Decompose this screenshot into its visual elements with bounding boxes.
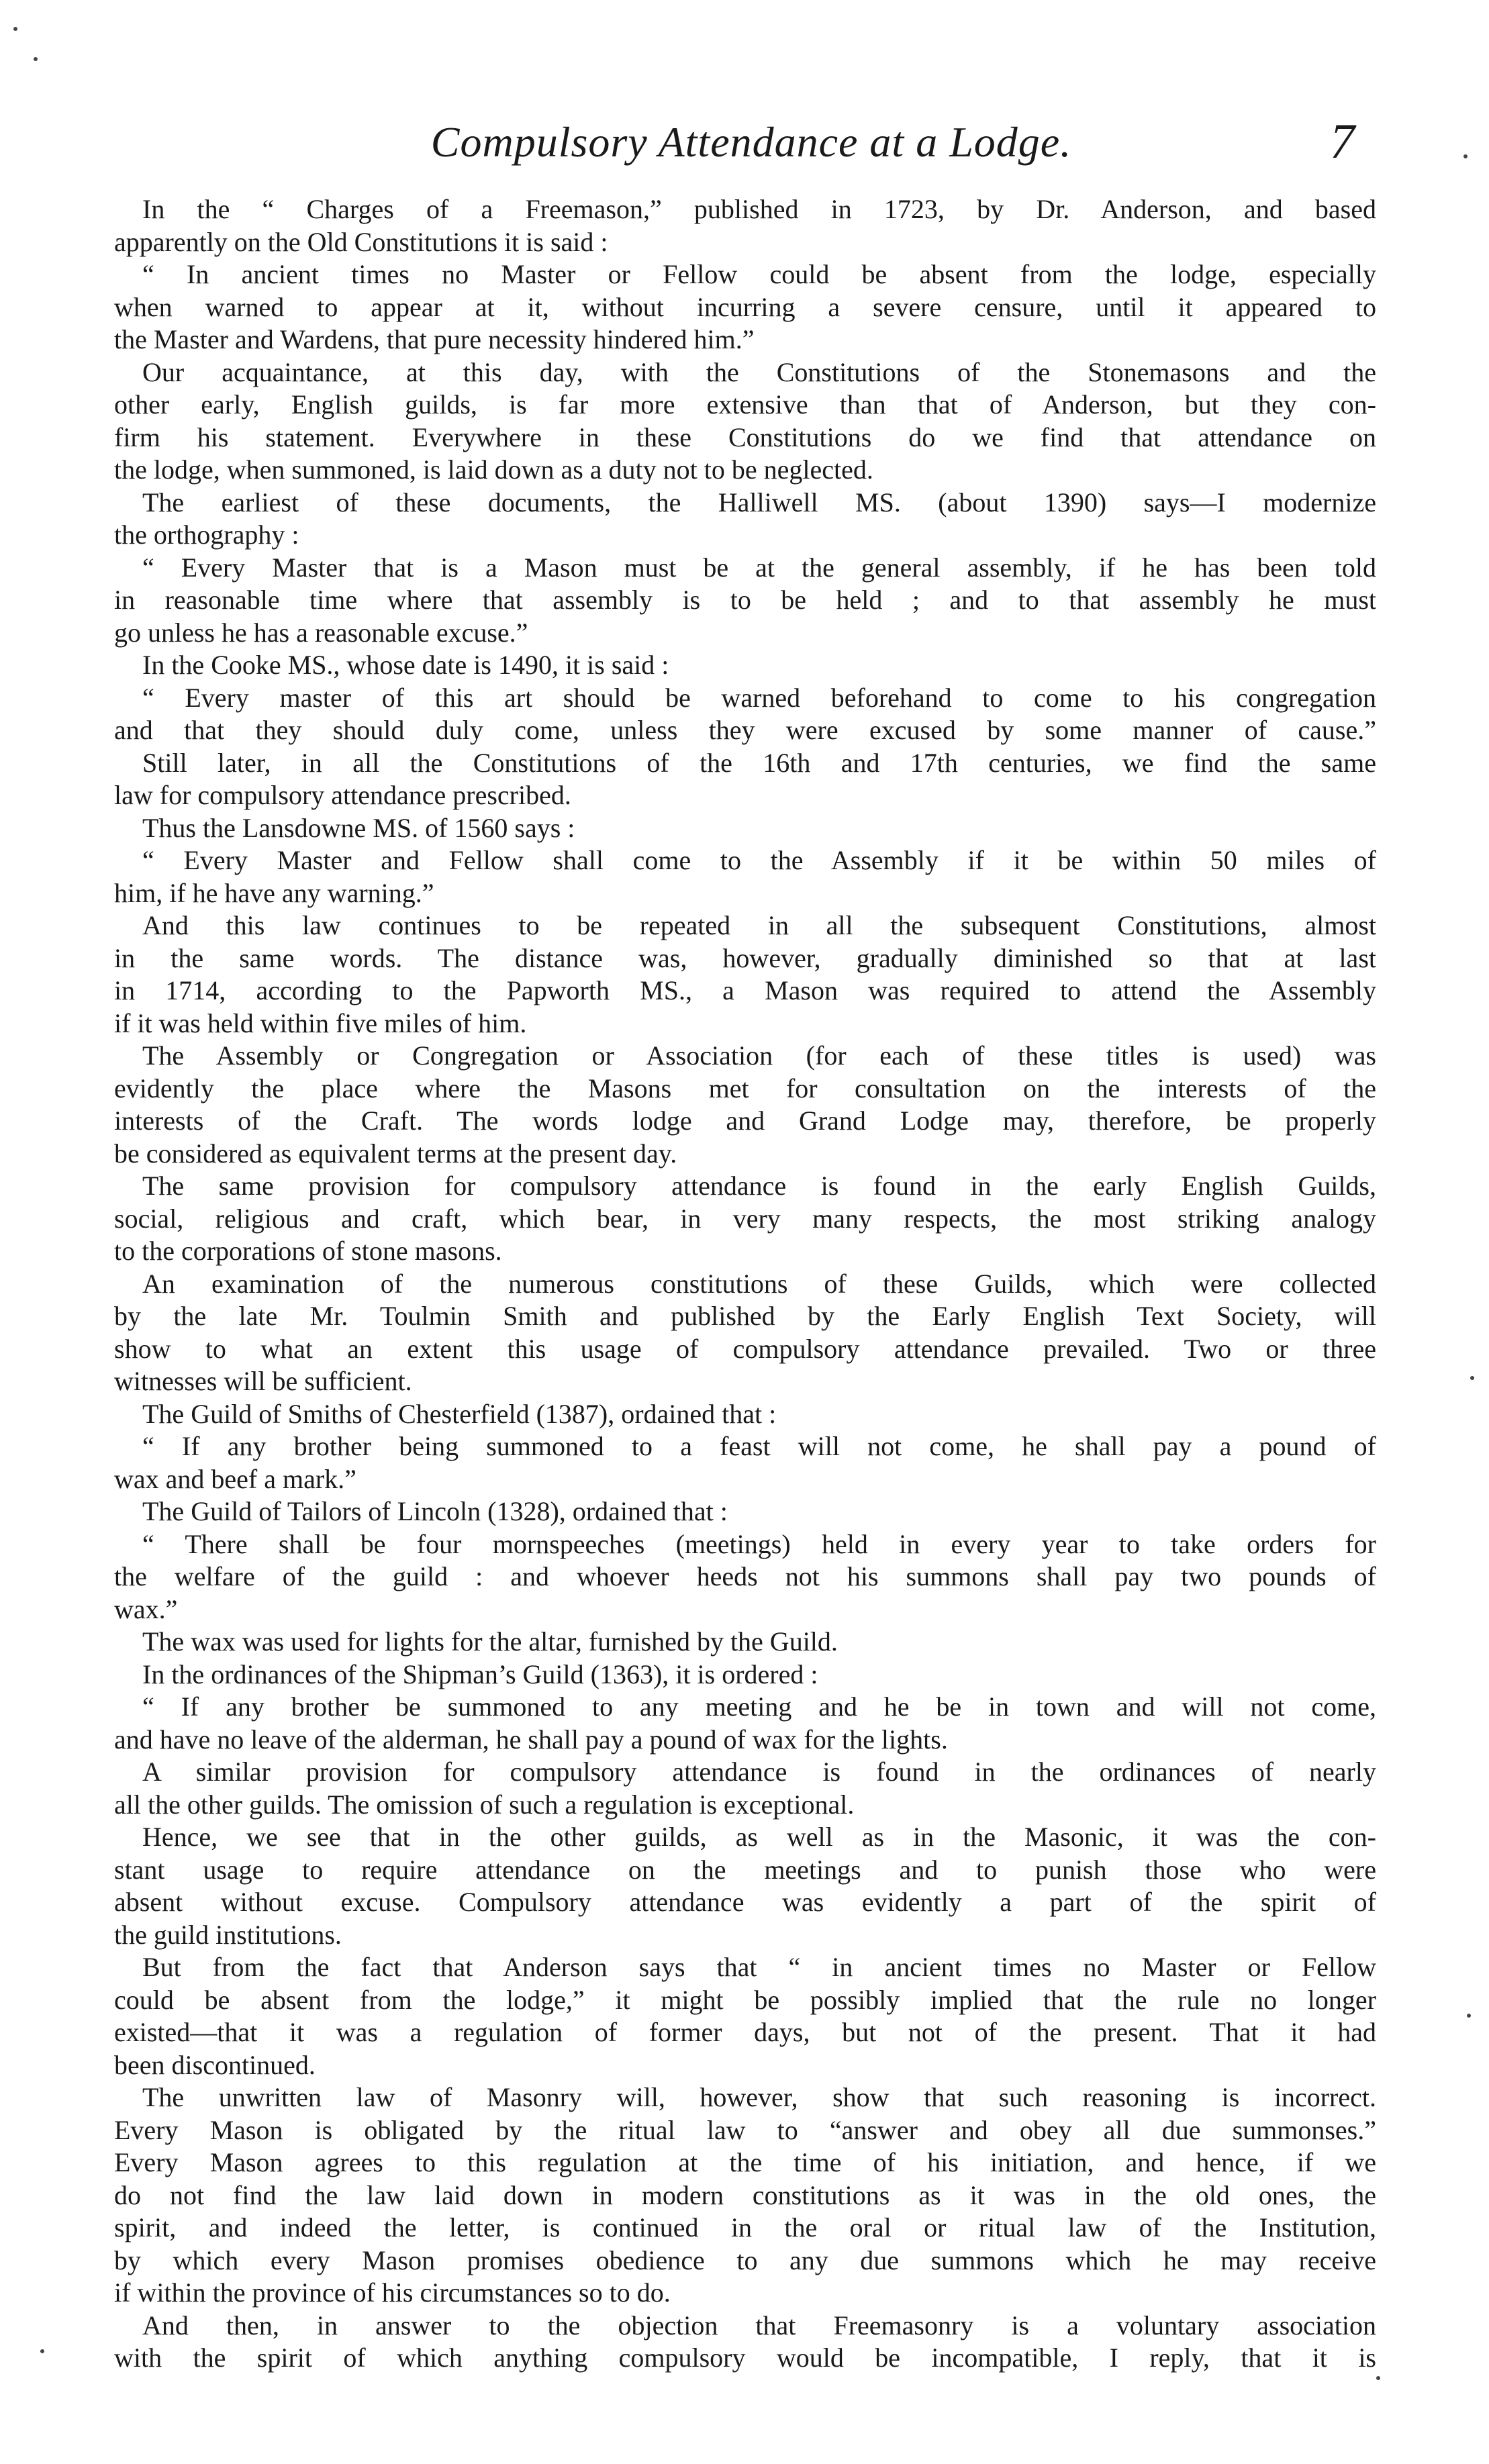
text-line: The Guild of Smiths of Chesterfield (1387), ordained that : bbox=[142, 1398, 777, 1429]
text-line: to the corporations of stone masons. bbox=[114, 1236, 502, 1266]
text-line: law for compulsory attendance prescribed. bbox=[114, 780, 571, 810]
page-header bbox=[107, 114, 1395, 178]
text-line: all the other guilds. The omission of such a regulation is exceptional. bbox=[114, 1789, 855, 1820]
text-line: The Assembly or Congregation or Association (for each of these titles is used) was bbox=[142, 1040, 1376, 1071]
text-line: other early, English guilds, is far more extensive than that of Anderson, but they con- bbox=[114, 389, 1376, 420]
text-line: in 1714, according to the Papworth MS., a Mason was required to attend the Assembly bbox=[114, 975, 1376, 1005]
scan-speck bbox=[1376, 2376, 1380, 2380]
scan-speck bbox=[1467, 2014, 1471, 2018]
text-line: be considered as equivalent terms at the present day. bbox=[114, 1138, 677, 1169]
running-title: Compulsory Attendance at a Lodge. bbox=[430, 118, 1072, 166]
text-line: wax and beef a mark.” bbox=[114, 1463, 356, 1494]
text-line: by the late Mr. Toulmin Smith and published by the Early English Text Society, will bbox=[114, 1301, 1376, 1331]
text-line: the Master and Wardens, that pure necessity hindered him.” bbox=[114, 324, 755, 354]
text-line: Still later, in all the Constitutions of the 16th and 17th centuries, we find the same bbox=[142, 747, 1376, 778]
text-line: “ In ancient times no Master or Fellow could be absent from the lodge, especially bbox=[142, 259, 1376, 289]
text-line: the lodge, when summoned, is laid down as a duty not to be neglected. bbox=[114, 454, 873, 485]
text-line: The same provision for compulsory attendance is found in the early English Guilds, bbox=[142, 1171, 1376, 1201]
text-line: “ If any brother be summoned to any meeting and he be in town and will not come, bbox=[142, 1691, 1376, 1722]
text-line: Our acquaintance, at this day, with the Constitutions of the Stonemasons and the bbox=[142, 356, 1376, 387]
text-line: and have no leave of the alderman, he shall pay a pound of wax for the lights. bbox=[114, 1724, 948, 1755]
text-line: with the spirit of which anything compulsory would be incompatible, I reply, that it is bbox=[114, 2343, 1376, 2373]
text-line: stant usage to require attendance on the meetings and to punish those who were bbox=[114, 1854, 1376, 1885]
scan-speck bbox=[13, 27, 17, 31]
text-line: The earliest of these documents, the Halliwell MS. (about 1390) says—I modernize bbox=[142, 487, 1376, 518]
text-line: “ Every Master and Fellow shall come to the Assembly if it be within 50 miles of bbox=[142, 845, 1376, 875]
text-line: apparently on the Old Constitutions it is said : bbox=[114, 226, 608, 257]
text-line: And this law continues to be repeated in all the subsequent Constitutions, almost bbox=[142, 910, 1376, 940]
text-line: “ There shall be four mornspeeches (meetings) held in every year to take orders for bbox=[142, 1528, 1376, 1559]
text-line: and that they should duly come, unless they were excused by some manner of cause.” bbox=[114, 715, 1376, 745]
text-line: Hence, we see that in the other guilds, as well as in the Masonic, it was the con- bbox=[142, 1822, 1376, 1852]
text-line: show to what an extent this usage of compulsory attendance prevailed. Two or three bbox=[114, 1333, 1376, 1364]
text-line: The wax was used for lights for the altar, furnished by the Guild. bbox=[142, 1626, 838, 1657]
text-line: “ Every Master that is a Mason must be at the general assembly, if he has been told bbox=[142, 552, 1376, 583]
text-line: interests of the Craft. The words lodge and Grand Lodge may, therefore, be properly bbox=[114, 1105, 1376, 1136]
text-line: could be absent from the lodge,” it might be possibly implied that the rule no longer bbox=[114, 1984, 1376, 2015]
text-line: And then, in answer to the objection that Freemasonry is a voluntary association bbox=[142, 2310, 1376, 2340]
text-line: “ Every master of this art should be warned beforehand to come to his congregation bbox=[142, 682, 1376, 713]
text-line: when warned to appear at it, without incurring a severe censure, until it appeared to bbox=[114, 291, 1376, 322]
text-line: evidently the place where the Masons met for consultation on the interests of the bbox=[114, 1073, 1376, 1103]
text-line: wax.” bbox=[114, 1593, 178, 1624]
text-line: been discontinued. bbox=[114, 2049, 316, 2080]
text-line: But from the fact that Anderson says that “ in ancient times no Master or Fellow bbox=[142, 1952, 1376, 1982]
text-line: the welfare of the guild : and whoever heeds not his summons shall pay two pounds of bbox=[114, 1561, 1376, 1591]
text-line: “ If any brother being summoned to a feast will not come, he shall pay a pound of bbox=[142, 1431, 1376, 1461]
text-line: The Guild of Tailors of Lincoln (1328), ordained that : bbox=[142, 1496, 728, 1526]
text-line: in the same words. The distance was, however, gradually diminished so that at last bbox=[114, 942, 1376, 973]
body-text bbox=[114, 193, 1376, 2375]
text-line: witnesses will be sufficient. bbox=[114, 1366, 412, 1396]
text-line: the guild institutions. bbox=[114, 1919, 342, 1950]
text-line: Every Mason is obligated by the ritual law to “answer and obey all due summonses.” bbox=[114, 2114, 1376, 2145]
text-line: do not find the law laid down in modern constitutions as it was in the old ones, the bbox=[114, 2179, 1376, 2210]
text-line: Every Mason agrees to this regulation at the time of his initiation, and hence, if we bbox=[114, 2147, 1376, 2177]
scan-speck bbox=[1463, 154, 1468, 158]
text-line: spirit, and indeed the letter, is continued in the oral or ritual law of the Institution, bbox=[114, 2212, 1376, 2243]
scan-speck bbox=[1470, 1376, 1474, 1380]
text-line: Thus the Lansdowne MS. of 1560 says : bbox=[142, 812, 575, 843]
text-line: In the “ Charges of a Freemason,” published in 1723, by Dr. Anderson, and based bbox=[142, 194, 1376, 224]
text-line: In the ordinances of the Shipman’s Guild (1363), it is ordered : bbox=[142, 1659, 818, 1689]
text-line: firm his statement. Everywhere in these Constitutions do we find that attendance on bbox=[114, 422, 1376, 452]
scan-speck bbox=[34, 57, 38, 61]
text-line: absent without excuse. Compulsory attendance was evidently a part of the spirit of bbox=[114, 1887, 1376, 1917]
text-line: In the Cooke MS., whose date is 1490, it is said : bbox=[142, 650, 669, 680]
page-number: 7 bbox=[1330, 114, 1355, 169]
text-line: if it was held within five miles of him. bbox=[114, 1007, 527, 1038]
text-line: by which every Mason promises obedience to any due summons which he may receive bbox=[114, 2245, 1376, 2275]
text-line: go unless he has a reasonable excuse.” bbox=[114, 617, 528, 648]
text-line: if within the province of his circumstances so to do. bbox=[114, 2277, 671, 2308]
text-line: the orthography : bbox=[114, 520, 299, 550]
text-line: in reasonable time where that assembly is to be held ; and to that assembly he must bbox=[114, 585, 1376, 615]
text-line: The unwritten law of Masonry will, however, show that such reasoning is incorrect. bbox=[142, 2082, 1376, 2112]
text-line: social, religious and craft, which bear, in very many respects, the most striking analogy bbox=[114, 1203, 1376, 1234]
text-line: A similar provision for compulsory attendance is found in the ordinances of nearly bbox=[142, 1757, 1376, 1787]
scan-speck bbox=[40, 2349, 44, 2353]
text-line: existed—that it was a regulation of former days, but not of the present. That it had bbox=[114, 2017, 1376, 2047]
text-line: An examination of the numerous constitutions of these Guilds, which were collected bbox=[142, 1268, 1376, 1299]
text-line: him, if he have any warning.” bbox=[114, 877, 434, 908]
